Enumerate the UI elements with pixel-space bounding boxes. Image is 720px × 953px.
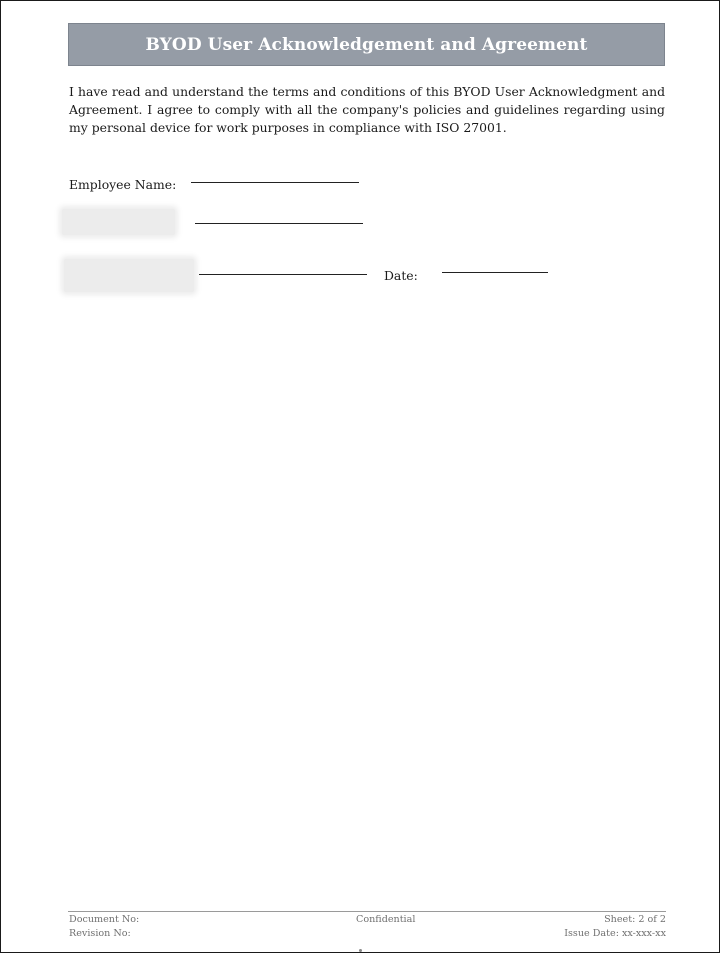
footer-issue-date: Issue Date: xx-xxx-xx: [564, 928, 666, 939]
employee-name-label: Employee Name:: [69, 177, 177, 192]
title-banner: [68, 23, 665, 66]
redacted-label: [64, 259, 194, 292]
footer-sheet: Sheet: 2 of 2: [604, 914, 666, 925]
signature-line[interactable]: [199, 274, 367, 275]
footer-document-no: Document No:: [69, 914, 140, 925]
footer-classification: Confidential: [356, 914, 416, 925]
acknowledgement-paragraph: I have read and understand the terms and conditions of this BYOD User Acknowledgment and Agreement. I agree to comply with all the company's policies and guidelines regarding using my personal device for work purposes in compliance with ISO 27001.: [69, 84, 665, 135]
date-line[interactable]: [442, 272, 548, 273]
document-title: BYOD User Acknowledgement and Agreement: [145, 34, 588, 55]
employee-name-line[interactable]: [191, 182, 359, 183]
page-marker: [359, 949, 362, 952]
footer-divider: [68, 911, 666, 912]
footer-revision-no: Revision No:: [69, 928, 131, 939]
signature-line[interactable]: [195, 223, 363, 224]
date-label: Date:: [384, 268, 418, 283]
redacted-label: [62, 209, 175, 235]
